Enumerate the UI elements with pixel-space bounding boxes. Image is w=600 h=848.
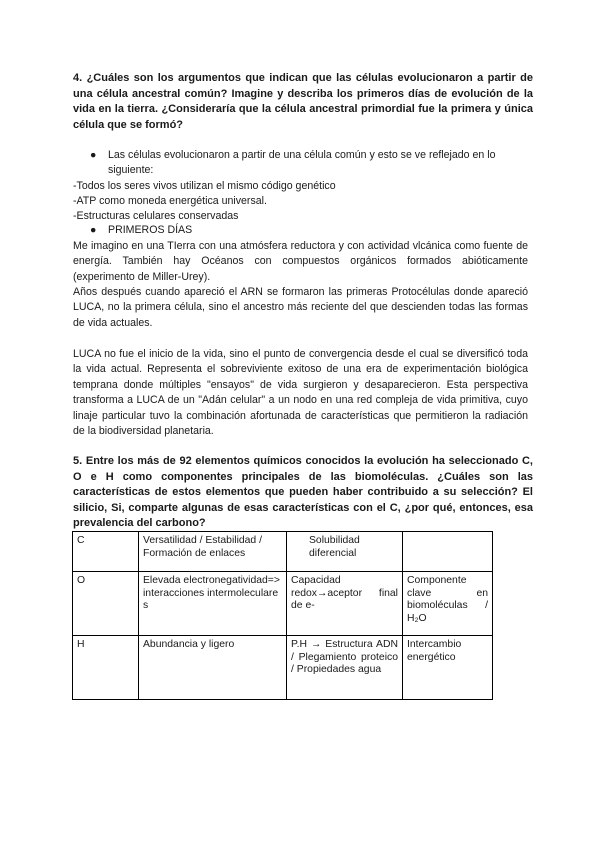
- elements-table: [72, 531, 493, 700]
- table-row: [73, 572, 493, 636]
- table-row: [73, 636, 493, 700]
- table-cell: P.H → Estructura ADN / Plegamiento proteico / Propiedades agua: [287, 636, 403, 700]
- table-cell: Abundancia y ligero: [139, 636, 287, 700]
- evidence-line-structures: -Estructuras celulares conservadas: [73, 210, 239, 222]
- bullet-text: Las células evolucionaron a partir de una célula común y esto se ve reflejado en lo siguiente:: [108, 149, 496, 177]
- table-cell-element: C: [73, 532, 139, 572]
- evidence-line-atp: -ATP como moneda energética universal.: [73, 195, 267, 207]
- paragraph-early-earth: Me imagino en una TIerra con una atmósfera reductora y con actividad vlcánica como fuente de energía. También hay Océanos con compuestos orgánicos formados abióticamente (experimento de Miller-Urey).: [73, 240, 528, 283]
- paragraph-luca-convergence: LUCA no fue el inicio de la vida, sino el punto de convergencia desde el cual se diversificó toda la vida actual. Representa el sobreviviente exitoso de una era de experimentación biológica temprana donde múltiples "ensayos" de vida surgieron y desaparecieron. Esta perspectiva transforma a LUCA de un "Adán celular" a un nodo en una red compleja de vida primitiva, cuyo linaje particular tuvo la combinación afortunada de características que permitieron la radiación de la biodiversidad planetaria.: [73, 348, 528, 438]
- bullet-dot-icon: ●: [90, 149, 97, 161]
- table-cell: Elevada electronegatividad=>interacciones intermoleculares: [139, 572, 287, 636]
- table-cell: Solubilidad diferencial: [287, 532, 403, 572]
- table-cell-element: O: [73, 572, 139, 636]
- bullet-dot-icon: ●: [90, 224, 97, 236]
- table-cell: [403, 532, 493, 572]
- table-cell: Intercambio energético: [403, 636, 493, 700]
- table-cell-element: H: [73, 636, 139, 700]
- question-4-heading: 4. ¿Cuáles son los argumentos que indican que las células evolucionaron a partir de una célula ancestral común? Imagine y describa los primeros días de evolución de la vida en la tierra. ¿Consideraría que la célula ancestral primordial fue la primera y única célula que se formó?: [73, 72, 533, 131]
- table-cell: Versatilidad / Estabilidad / Formación de enlaces: [139, 532, 287, 572]
- table-cell: Componente clave en biomoléculas / H₂O: [403, 572, 493, 636]
- evidence-line-genetic-code: -Todos los seres vivos utilizan el mismo código genético: [73, 180, 336, 192]
- bullet-text: PRIMEROS DÍAS: [108, 224, 193, 236]
- table-cell: Capacidad redox→aceptor final de e-: [287, 572, 403, 636]
- paragraph-luca-origin: Años después cuando apareció el ARN se formaron las primeras Protocélulas donde apareció LUCA, no la primera célula, sino el ancestro más reciente del que descienden todas las formas de vida actuales.: [73, 286, 528, 329]
- table-row: [73, 532, 493, 572]
- question-5-heading: 5. Entre los más de 92 elementos químicos conocidos la evolución ha seleccionado C, O e H como componentes principales de las biomoléculas. ¿Cuáles son las características de estos elementos que pueden haber contribuido a su selección? El silicio, Si, comparte algunas de esas características con el C, ¿por qué, entonces, esa prevalencia del carbono?: [73, 455, 533, 530]
